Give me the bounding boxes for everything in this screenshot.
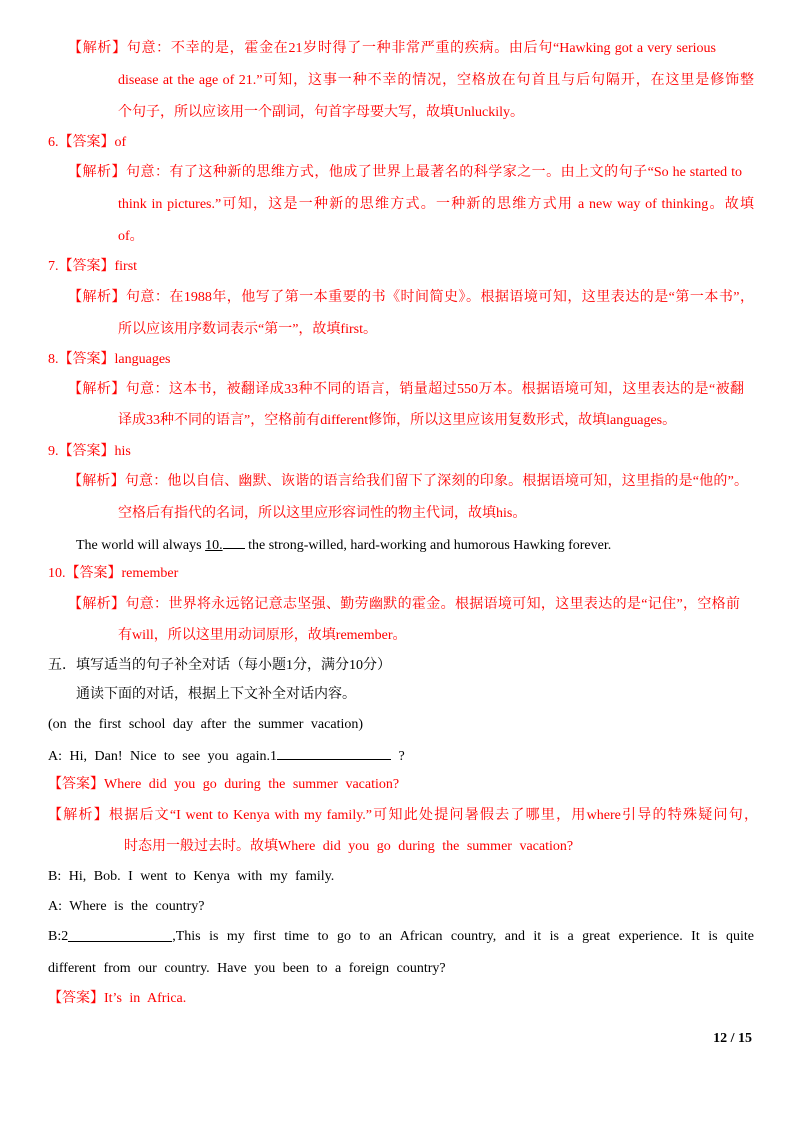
q10-analysis-line-2: 有will，所以这里用动词原形，故填remember。 [118, 628, 407, 643]
dialogue-a1-end: ? [391, 749, 405, 764]
answer-2: 【答案】It’s in Africa. [48, 991, 187, 1006]
blank-10-line [223, 534, 245, 549]
analysis-1-line-2: 时态用一般过去时。故填Where did you go during the summer vacation? [124, 839, 574, 854]
q6-answer: 6.【答案】of [48, 135, 127, 150]
dialogue-a1 [48, 745, 405, 767]
q9-analysis-line-1: 【解析】句意：他以自信、幽默、诙谐的语言给我们留下了深刻的印象。根据语境可知，这里指的是“他的”。 [68, 474, 748, 489]
analysis-1-line-1: 【解析】根据后文“I went to Kenya with my family.”可知此处提问暑假去了哪里，用where引导的特殊疑问句， [48, 808, 758, 823]
section-5-title: 五．填写适当的句子补全对话（每小题1分，满分10分） [48, 658, 391, 673]
q6-analysis-line-1: 【解析】句意：有了这种新的思维方式，他成了世界上最著名的科学家之一。由上文的句子“So he started to [68, 165, 742, 180]
q9-analysis-line-2: 空格后有指代的名词，所以这里应形容词性的物主代词，故填his。 [118, 506, 527, 521]
blank-10: 10. [205, 538, 223, 553]
q8-analysis-line-1: 【解析】句意：这本书，被翻译成33种不同的语言，销量超过550万本。根据语境可知，这里表达的是“被翻 [68, 382, 744, 397]
q8-answer: 8.【答案】languages [48, 352, 171, 367]
dialogue-a1-text: A: Hi, Dan! Nice to see you again.1 [48, 749, 277, 764]
q9-answer: 9.【答案】his [48, 444, 131, 459]
dialogue-b1: B: Hi, Bob. I went to Kenya with my family. [48, 869, 335, 884]
section-5-instruction: 通读下面的对话，根据上下文补全对话内容。 [76, 687, 356, 702]
q5-analysis-line-1: 【解析】句意：不幸的是，霍金在21岁时得了一种非常严重的疾病。由后句“Hawking got a very serious [68, 41, 716, 56]
sentence-10-before: The world will always [76, 538, 206, 553]
q10-analysis-line-1: 【解析】句意：世界将永远铭记意志坚强、勤劳幽默的霍金。根据语境可知，这里表达的是“记住”，空格前 [68, 597, 740, 612]
q5-analysis-line-3: 个句子，所以应该用一个副词，句首字母要大写，故填Unluckily。 [118, 105, 524, 120]
q5-analysis-line-2: disease at the age of 21.”可知，这事一种不幸的情况，空格放在句首且与后句隔开，在这里是修饰整 [118, 73, 754, 88]
dialogue-b2 [48, 927, 754, 947]
answer-1: 【答案】Where did you go during the summer vacation? [48, 777, 400, 792]
sentence-10 [76, 534, 611, 556]
q7-answer: 7.【答案】first [48, 259, 138, 274]
page-number: 12 / 15 [713, 1031, 752, 1046]
q6-analysis-line-2: think in pictures.”可知，这是一种新的思维方式。一种新的思维方式用 a new way of thinking。故填 [118, 197, 754, 212]
q8-analysis-line-2: 译成33种不同的语言”，空格前有different修饰，所以这里应该用复数形式，故填languages。 [118, 413, 677, 428]
dialogue-b2-line-2: different from our country. Have you been to a foreign country? [48, 961, 446, 976]
q7-analysis-line-1: 【解析】句意：在1988年，他写了第一本重要的书《时间简史》。根据语境可知，这里表达的是“第一本书”， [68, 290, 754, 305]
blank-1[interactable] [277, 745, 391, 760]
dialogue-a2: A: Where is the country? [48, 899, 205, 914]
blank-2[interactable] [68, 927, 172, 942]
q6-analysis-line-3: of。 [118, 229, 144, 244]
dialogue-b2-text: ,This is my first time to go to an African country, and it is a great experience. It is quite [172, 929, 754, 944]
dialogue-context: (on the first school day after the summer vacation) [48, 717, 364, 732]
q10-answer: 10.【答案】remember [48, 566, 179, 581]
sentence-10-after: the strong-willed, hard-working and humorous Hawking forever. [244, 538, 612, 553]
q7-analysis-line-2: 所以应该用序数词表示“第一”，故填first。 [118, 322, 377, 337]
dialogue-b2-label: B:2 [48, 929, 69, 944]
